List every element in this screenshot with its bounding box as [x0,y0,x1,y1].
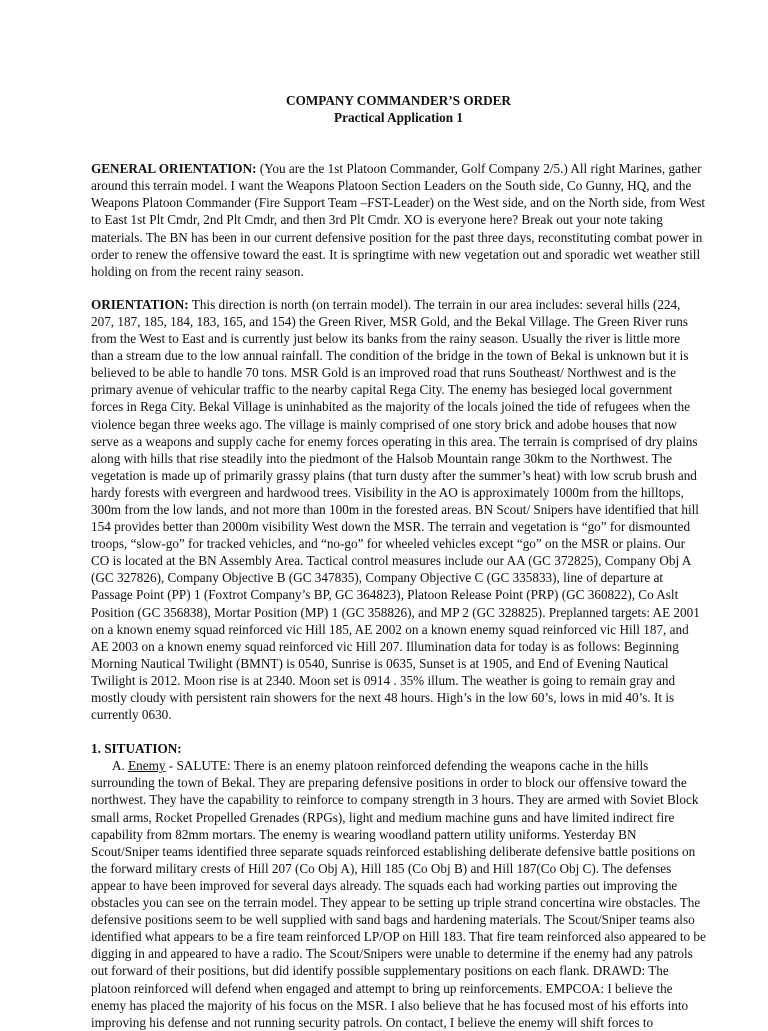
document-subtitle: Practical Application 1 [334,110,463,126]
document-body [91,92,706,1031]
orientation-heading: ORIENTATION: [91,296,189,312]
enemy-paragraph [91,757,706,1031]
general-orientation-heading: GENERAL ORIENTATION: [91,161,257,177]
enemy-text: - SALUTE: There is an enemy platoon reinforced defending the weapons cache in the hills surrounding the town of Bekal. They are preparing defensive positions in order to block our offensive toward the northwest. They have the capability to reinforce to company strength in 3 hours. They are armed with Soviet Block small arms, Rocket Propelled Grenades (RPGs), light and medium machine guns and have limited indirect fire capability from 82mm mortars. The enemy is wearing woodland pattern utility uniforms. Yesterday BN Scout/Sniper teams identified three separate squads reinforced establishing deliberate defensive battle positions on the forward military crests of Hill 207 (Co Obj A), Hill 185 (Co Obj B) and Hill 187(Co Obj C). The defenses appear to have been improved for several days already. The squads each had working parties out improving the obstacles you can see on the terrain model. They appear to be setting up triple strand concertina wire obstacles. The defensive positions seem to be well supplied with sand bags and hardening materials. The Scout/Sniper teams also identified what appears to be a fire team reinforced LP/OP on Hill 183. That fire team reinforced also appeared to be digging in and appeared to have a radio. The Scout/Snipers were unable to determine if the enemy had any patrols out forward of their positions, but did identify possible supplementary positions on each flank. DRAWD: The platoon reinforced will defend when engaged and attempt to bring up reinforcements. EMPCOA: I believe the enemy has placed the majority of his focus on the MSR. I also believe that he has focused most of his efforts into improving his defense and not running security patrols. On contact, I believe the enemy will shift forces to [91,758,706,1030]
enemy-heading: Enemy [128,758,166,774]
situation-heading: 1. SITUATION: [91,741,182,757]
general-orientation-text: (You are the 1st Platoon Commander, Golf Company 2/5.) All right Marines, gather around this terrain model. I want the Weapons Platoon Section Leaders on the South side, Co Gunny, HQ, and the Weapons Platoon Commander (Fire Support Team –FST-Leader) on the West side, and on the North side, from West to East 1st Plt Cmdr, 2nd Plt Cmdr, and then 3rd Plt Cmdr. XO is everyone here? Break out your note taking materials. The BN has been in our current defensive position for the past three days, reconstituting combat power in order to renew the offensive toward the east. It is springtime with new vegetation out and sporadic wet weather still holding on from the recent rainy season. [91,161,706,279]
orientation-paragraph [91,296,706,723]
document-title: COMPANY COMMANDER’S ORDER [286,93,511,108]
orientation-text: This direction is north (on terrain model). The terrain in our area includes: several hills (224, 207, 187, 185, 184, 183, 165, and 154) the Green River, MSR Gold, and the Bekal Village. The Green River runs from the West to East and is currently just below its banks from the rainy season. Usually the river is little more than a stream due to the low annual rainfall. The condition of the bridge in the town of Bekal is unknown but it is believed to be able to handle 70 tons. MSR Gold is an improved road that runs Southeast/ Northwest and is the primary avenue of vehicular traffic to the nearby capital Rega City. The enemy has besieged local government forces in Rega City. Bekal Village is uninhabited as the majority of the locals joined the tide of refugees when the violence began three weeks ago. The village is mainly comprised of one story brick and adobe houses that now serve as a weapons and supply cache for enemy forces operating in this area. The terrain is comprised of dry plains along with hills that rise steadily into the piedmont of the Halsob Mountain range 30km to the Northwest. The vegetation is made up of primarily grassy plains (that turn dusty after the summer’s heat) with low scrub brush and hardy forests with evergreen and hardwood trees. Visibility in the AO is approximately 1000m from the hilltops, 300m from the low lands, and not more than 100m in the forested areas. BN Scout/ Snipers have identified that hill 154 provides better than 2000m visibility West down the MSR. The terrain and vegetation is “go” for dismounted troops, “slow-go” for tracked vehicles, and “no-go” for wheeled vehicles except “go” on the MSR or plains. Our CO is located at the BN Assembly Area. Tactical control measures include our AA (GC 372825), Company Obj A (GC 327826), Company Objective B (GC 347835), Company Objective C (GC 335833), line of departure at Passage Point (PP) 1 (Foxtrot Company’s BP, GC 364823), Platoon Release Point (PRP) (GC 360822), Co Aslt Position (GC 356838), Mortar Position (MP) 1 (GC 358826), and MP 2 (GC 328825). Preplanned targets: AE 2001 on a known enemy squad reinforced vic Hill 185, AE 2002 on a known enemy squad reinforced vic Hill 187, and AE 2003 on a known enemy squad reinforced vic Hill 207. Illumination data for today is as follows: Beginning Morning Nautical Twilight (BMNT) is 0540, Sunrise is 0635, Sunset is at 1905, and End of Evening Nautical Twilight is 2012. Moon rise is at 2340. Moon set is 0914 . 35% illum. The weather is going to remain gray and mostly cloudy with persistent rain showers for the next 48 hours. High’s in the low 60’s, lows in mid 40’s. It is currently 0630. [91,296,700,723]
enemy-label: A. [112,758,129,774]
general-orientation-paragraph [91,160,706,280]
